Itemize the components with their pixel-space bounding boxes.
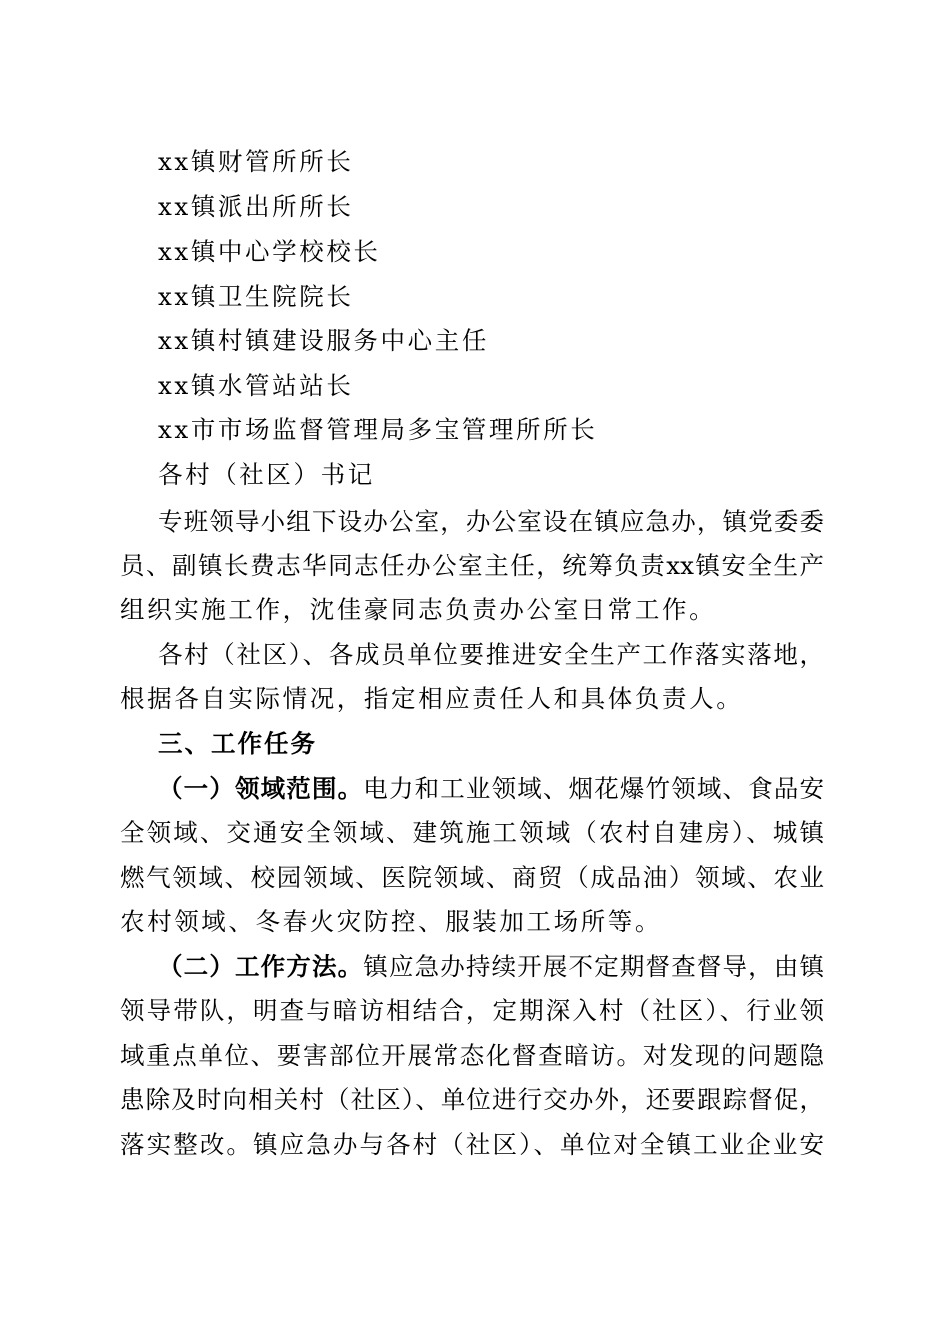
paragraph-line: 全领域、交通安全领域、建筑施工领域（农村自建房）、城镇 xyxy=(120,818,824,847)
member-line: xx镇水管站站长 xyxy=(158,371,354,400)
paragraph-line: 患除及时向相关村（社区）、单位进行交办外，还要跟踪督促， xyxy=(120,1085,824,1114)
paragraph-lead: （一）领域范围。 xyxy=(158,774,364,803)
member-line: 各村（社区）书记 xyxy=(158,460,375,489)
paragraph-lead: （二）工作方法。 xyxy=(158,952,364,981)
member-line: xx镇村镇建设服务中心主任 xyxy=(158,326,489,355)
paragraph-line: 农村领域、冬春火灾防控、服装加工场所等。 xyxy=(120,907,662,936)
member-line: xx镇派出所所长 xyxy=(158,192,354,221)
member-line: xx镇中心学校校长 xyxy=(158,237,381,266)
paragraph-line: 根据各自实际情况，指定相应责任人和具体负责人。 xyxy=(120,684,744,713)
paragraph-line: 落实整改。镇应急办与各村（社区）、单位对全镇工业企业安 xyxy=(120,1130,824,1159)
paragraph-line xyxy=(158,945,824,989)
paragraph-line: 各村（社区）、各成员单位要推进安全生产工作落实落地， xyxy=(158,640,824,669)
paragraph-text: 镇应急办持续开展不定期督查督导，由镇 xyxy=(363,952,824,981)
paragraph-line xyxy=(158,767,824,811)
paragraph-line: 燃气领域、校园领域、医院领域、商贸（成品油）领域、农业 xyxy=(120,863,824,892)
member-line: xx镇财管所所长 xyxy=(158,147,354,176)
paragraph-line: 域重点单位、要害部位开展常态化督查暗访。对发现的问题隐 xyxy=(120,1041,824,1070)
paragraph-line: 组织实施工作，沈佳豪同志负责办公室日常工作。 xyxy=(120,595,717,624)
paragraph-line: 领导带队，明查与暗访相结合，定期深入村（社区）、行业领 xyxy=(120,996,824,1025)
paragraph-line: 员、副镇长费志华同志任办公室主任，统筹负责xx镇安全生产 xyxy=(120,551,824,580)
paragraph-text: 电力和工业领域、烟花爆竹领域、食品安 xyxy=(363,774,824,803)
section-heading: 三、工作任务 xyxy=(158,729,317,758)
paragraph-line: 专班领导小组下设办公室，办公室设在镇应急办，镇党委委 xyxy=(158,507,824,536)
member-line: xx市市场监督管理局多宝管理所所长 xyxy=(158,415,598,444)
member-line: xx镇卫生院院长 xyxy=(158,282,354,311)
